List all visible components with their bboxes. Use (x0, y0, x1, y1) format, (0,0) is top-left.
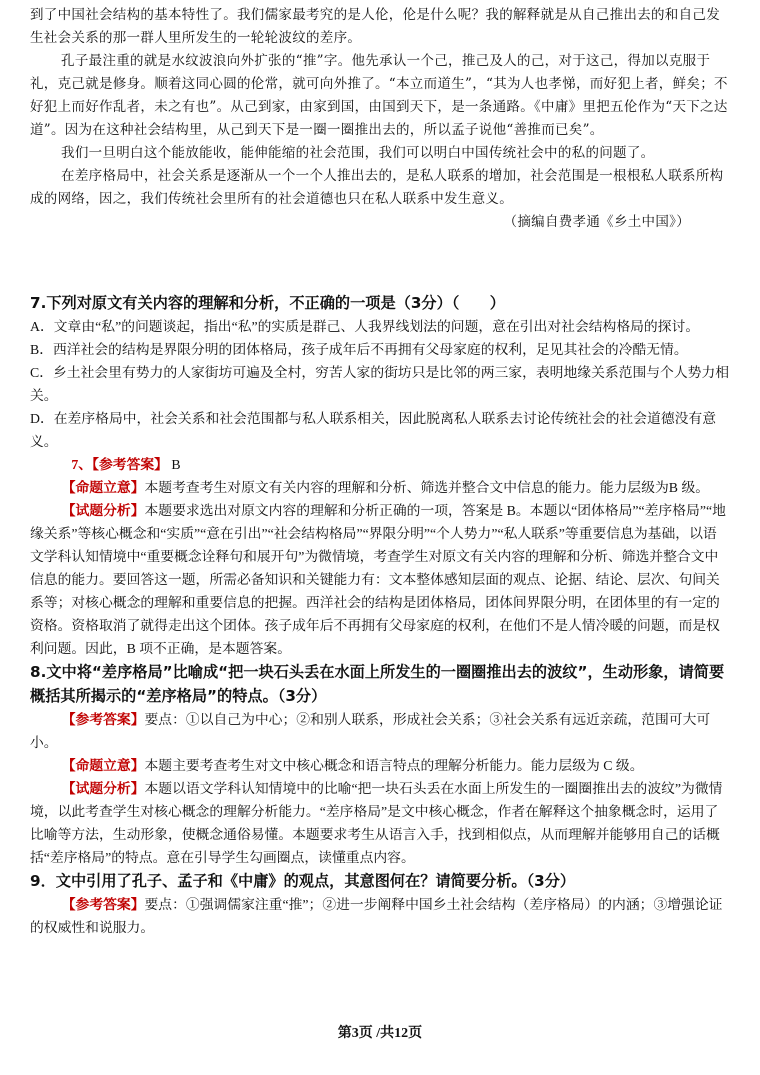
question-7-option-a: A．文章由“私”的问题谈起，指出“私”的实质是群己、人我界线划法的问题，意在引出对社会结构格局的探讨。 (30, 319, 700, 334)
passage-paragraph-1: 到了中国社会结构的基本特性了。我们儒家最考究的是人伦，伦是什么呢？我的解释就是从自己推出去的和自己发生社会关系的那一群人里所发生的一轮轮波纹的差序。 (30, 7, 720, 46)
reading-passage (30, 4, 730, 234)
passage-paragraph-3: 我们一旦明白这个能放能收，能伸能缩的社会范围，我们可以明白中国传统社会中的私的问题了。 (61, 145, 655, 161)
analysis-text: 本题以语文学科认知情境中的比喻“把一块石头丢在水面上所发生的一圈圈推出去的波纹”为微情境，以此考查学生对核心概念的理解分析能力。“差序格局”是文中核心概念，作者在解释这个抽象概念时，运用了比喻等方法，生动形象，使概念通俗易懂。本题要求考生从语言入手，找到相似点，从而理解并能够用自己的话概括“差序格局”的特点。意在引导学生勾画圈点，读懂重点内容。 (30, 781, 723, 865)
question-7-title: 7.下列对原文有关内容的理解和分析，不正确的一项是（3分）（ ） (30, 294, 505, 312)
question-7-option-d: D．在差序格局中，社会关系和社会范围都与私人联系相关，因此脱离私人联系去讨论传统社会的社会道德没有意义。 (30, 411, 717, 449)
answer-label: 【参考答案】 (61, 897, 145, 912)
question-8-analysis (30, 777, 730, 869)
answer-text: 要点：①强调儒家注重“推”；②进一步阐释中国乡土社会结构（差序格局）的内涵；③增强论证的权威性和说服力。 (30, 897, 723, 935)
question-7-option-c: C．乡土社会里有势力的人家街坊可遍及全村，穷苦人家的街坊只是比邻的两三家，表明地缘关系范围与个人势力相关。 (30, 365, 730, 403)
question-8-answer (30, 708, 730, 754)
question-8-intent (30, 754, 730, 777)
intent-text: 本题考查考生对原文有关内容的理解和分析、筛选并整合文中信息的能力。能力层级为B 级。 (144, 480, 710, 495)
passage-paragraph-2: 孔子最注重的就是水纹波浪向外扩张的“推”字。他先承认一个己，推己及人的己，对于这己，得加以克服于礼，克己就是修身。顺着这同心圆的伦常，就可向外推了。“本立而道生”，“其为人也孝悌，而好犯上者，鲜矣；不好犯上而好作乱者，未之有也”。从己到家，由家到国，由国到天下，是一条通路。《中庸》里把五伦作为“天下之达道”。因为在这种社会结构里，从己到天下是一圈一圈推出去的，所以孟子说他“善推而已矣”。 (30, 53, 728, 138)
intent-label: 【命题立意】 (61, 480, 145, 495)
intent-label: 【命题立意】 (61, 758, 145, 773)
question-7-answer (30, 453, 730, 476)
question-9-answer (30, 893, 730, 939)
question-9-title: 9．文中引用了孔子、孟子和《中庸》的观点，其意图何在？请简要分析。（3分） (30, 872, 576, 890)
intent-text: 本题主要考查考生对文中核心概念和语言特点的理解分析能力。能力层级为 C 级。 (144, 758, 644, 773)
question-8-title: 8.文中将“差序格局”比喻成“把一块石头丢在水面上所发生的一圈圈推出去的波纹”，生动形象，请简要概括其所揭示的“差序格局”的特点。（3分） (30, 663, 725, 705)
answer-label: 【参考答案】 (61, 712, 145, 727)
question-7-option-b: B．西洋社会的结构是界限分明的团体格局，孩子成年后不再拥有父母家庭的权利，足见其社会的冷酷无情。 (30, 342, 688, 357)
question-7-intent (30, 476, 730, 499)
questions-section (30, 291, 730, 939)
answer-text: 要点：①以自己为中心；②和别人联系，形成社会关系；③社会关系有远近亲疏，范围可大可小。 (30, 712, 711, 750)
analysis-text: 本题要求选出对原文内容的理解和分析正确的一项，答案是 B。本题以“团体格局”“差序格局”“地缘关系”等核心概念和“实质”“意在引出”“社会结构格局”“界限分明”“个人势力”“私人联系”等重要信息为基础，以语文学科认知情境中“重要概念诠释句和展开句”为微情境，考查学生对原文有关内容的理解和分析、筛选并整合文中信息的能力。要回答这一题，所需必备知识和关键能力有：文本整体感知层面的观点、论据、结论、层次、句间关系等；对核心概念的理解和重要信息的把握。西洋社会的结构是团体格局，团体间界限分明，在团体里的有一定的资格。资格取消了就得走出这个团体。孩子成年后不再拥有父母家庭的权利，在他们不是人情冷暖的问题，而是权利问题。因此，B 项不正确，是本题答案。 (30, 503, 726, 656)
passage-paragraph-4: 在差序格局中，社会关系是逐渐从一个一个人推出去的，是私人联系的增加，社会范围是一根根私人联系所构成的网络，因之，我们传统社会里所有的社会道德也只在私人联系中发生意义。 (30, 168, 724, 207)
answer-text: B (167, 457, 181, 472)
analysis-label: 【试题分析】 (61, 503, 145, 518)
page-footer: 第3页 /共12页 (337, 1026, 423, 1041)
question-7-analysis (30, 499, 730, 660)
answer-label: 7、【参考答案】 (71, 457, 168, 472)
analysis-label: 【试题分析】 (61, 781, 145, 796)
passage-source: （摘编自费孝通《乡土中国》） (503, 214, 690, 230)
